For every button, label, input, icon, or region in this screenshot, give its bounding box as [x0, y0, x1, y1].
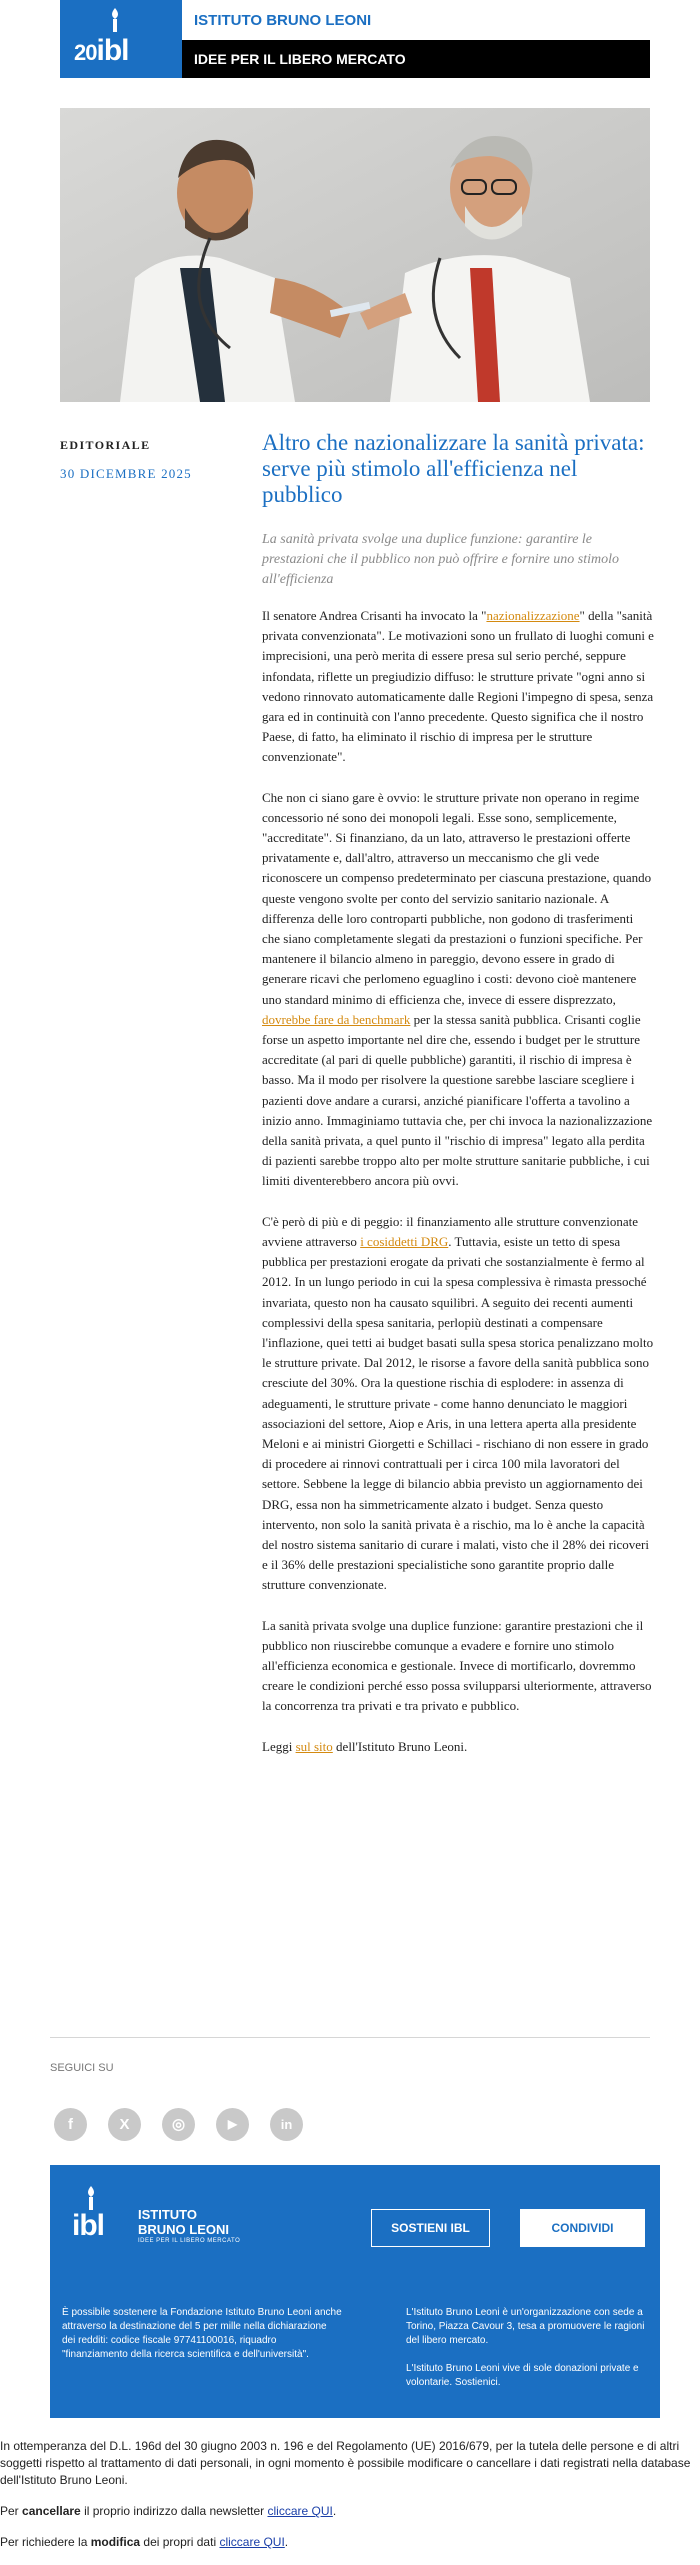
drg-link[interactable]: i cosiddetti DRG — [360, 1233, 449, 1249]
five-per-mille-text: È possibile sostenere la Fondazione Istituto Bruno Leoni anche attraverso la destinazione del 5 per mille nella dichiarazione dei redditi: codice fiscale 97741100016, riquadro "finanziamento della ricerca scientifica e dell'università". — [62, 2307, 342, 2360]
youtube-icon[interactable]: ▶ — [216, 2108, 249, 2141]
logo-text: ibl — [96, 34, 129, 67]
modify-line — [0, 2534, 700, 2551]
text: Il senatore Andrea Crisanti ha invocato la " — [262, 608, 487, 623]
paragraph — [262, 788, 654, 1192]
x-icon[interactable]: X — [108, 2108, 141, 2141]
logo-text: ibl — [72, 2209, 104, 2242]
support-button[interactable]: SOSTIENI IBL — [371, 2209, 490, 2247]
text: dei propri dati — [140, 2535, 220, 2549]
org-name: ISTITUTO BRUNO LEONI — [182, 0, 650, 40]
text: . — [284, 2535, 289, 2549]
unsubscribe-link[interactable]: cliccare QUI — [267, 2504, 333, 2518]
ibl-logo[interactable] — [72, 2185, 252, 2247]
text: . — [332, 2504, 337, 2518]
text: Per richiedere la — [0, 2535, 91, 2549]
text: " della "sanità privata convenzionata". Le motivazioni sono un frullato di luoghi comuni e imprecisioni, una però merita di essere presa sul serio perché, seppure infondata, riflette un pregiudizio diffuso: le strutture private "ogni anno si vedono rinnovato automaticamente dalle Regioni l'impegno di spesa, senza gara ed in continuità con l'anno precedente. Questo significa che il nostro Paese, di fatto, ha eliminato il rischio di impresa per le strutture convenzionate". — [262, 608, 654, 765]
nazionalizzazione-link[interactable]: nazionalizzazione — [486, 608, 580, 623]
instagram-icon[interactable]: ◎ — [162, 2108, 195, 2141]
logo-name-line2: BRUNO LEONI — [138, 2222, 229, 2237]
benchmark-link[interactable]: dovrebbe fare da benchmark — [262, 1011, 411, 1027]
text-bold: cancellare — [22, 2504, 81, 2518]
about-paragraph: L'Istituto Bruno Leoni è un'organizzazione con sede a Torino, Piazza Cavour 3, tesa a promuovere le ragioni del libero mercato. — [406, 2307, 645, 2346]
text: il proprio indirizzo dalla newsletter — [80, 2504, 268, 2518]
divider — [50, 2037, 650, 2038]
text: per la stessa sanità pubblica. Crisanti coglie forse un aspetto importante nel dire che, essendo i budget per le strutture accreditate (al pari di quelle pubbliche) garantiti, il rischio di impresa è basso. Ma il modo per risolvere la questione sarebbe lasciare scegliere i pazienti dove andare a curarsi, anziché pianificare l'offerta a tavolino a inizio anno. Immaginiamo tuttavia che, per chi invoca la nazionalizzazione della sanità privata, a quel punto il "rischio di impresa" legato alla perdita di pazienti sarebbe troppo alto per molte strutture sanitarie pubbliche, i cui limiti diventerebbero ancora più ovvi. — [262, 1011, 653, 1189]
facebook-icon[interactable]: f — [54, 2108, 87, 2141]
logo-small-text: IDEE PER IL LIBERO MERCATO — [138, 2238, 241, 2244]
article-subtitle: La sanità privata svolge una duplice funzione: garantire le prestazioni che il pubblico non può offrire e fornire uno stimolo all'efficienza — [262, 532, 619, 587]
article-title[interactable]: Altro che nazionalizzare la sanità privata: serve più stimolo all'efficienza nel pubblico — [262, 430, 645, 507]
about-text — [406, 2306, 646, 2404]
paragraph: La sanità privata svolge una duplice funzione: garantire prestazioni che il pubblico non riuscirebbe comunque a evadere e fornire uno stimolo all'efficienza economica e gestionale. Invece di mortificarlo, dovremmo creare le condizioni perché esso possa svilupparsi ulteriormente, attraverso la concorrenza tra privati e tra privato e pubblico. — [262, 1617, 652, 1714]
torch-icon — [102, 6, 128, 34]
hero-image — [60, 108, 650, 402]
text-bold: modifica — [90, 2535, 141, 2549]
paragraph — [262, 1737, 654, 1757]
text: . Tuttavia, esiste un tetto di spesa pubblica per prestazioni erogate da privati che sostanzialmente è fermo al 2012. In un lungo periodo in cui la spesa complessiva è rimasta pressoché invariata, questo non ha causato squilibri. A seguito dei recenti aumenti complessivi della spesa sanitaria, perlopiù destinati a compensare l'inflazione, quei tetti ai budget basati sulla spesa storica penalizzano molto le strutture private. Dal 2012, le risorse a favore della sanità pubblica sono cresciute del 30%. Ora la questione rischia di esplodere: in assenza di adeguamenti, le strutture private - come hanno denunciato le maggiori associazioni del settore, Aiop e Aris, in una lettera aperta alla presidente Meloni e ai ministri Giorgetti e Schillaci - rischiano di non essere in grado di procedere ai rinnovi contrattuali per i circa 100 mila lavoratori del settore. Sebbene la legge di bilancio abbia previsto un aggiornamento dei DRG, essa non ha simmetricamente alzato i budget. Senza questo intervento, non solo la sanità privata è a rischio, ma lo è anche la capacità del nostro sistema sanitario di curare i malati, visto che il 28% dei ricoveri e il 36% delle prestazioni specialistiche sono garantite proprio dalle strutture convenzionate. — [262, 1233, 654, 1593]
ibl-20-logo[interactable] — [60, 0, 182, 78]
modify-data-link[interactable]: cliccare QUI — [219, 2535, 285, 2549]
doctors-vaccination-illustration-icon — [60, 108, 650, 402]
support-box — [50, 2165, 660, 2418]
share-button[interactable]: CONDIVIDI — [520, 2209, 645, 2247]
torch-icon — [80, 2185, 102, 2211]
privacy-text: In ottemperanza del D.L. 196d del 30 giugno 2003 n. 196 e del Regolamento (UE) 2016/679, per la tutela delle persone e di altri soggetti rispetto al trattamento di dati personali, in ogni momento è possibile modificare o cancellare i dati registrati nella database dell'Istituto Bruno Leoni. — [0, 2439, 691, 2487]
logo-name-line1: ISTITUTO — [138, 2207, 197, 2222]
text: dell'Istituto Bruno Leoni. — [332, 1738, 468, 1754]
follow-label: SEGUICI SU — [50, 2062, 114, 2074]
legal-footer — [0, 2438, 700, 2565]
unsubscribe-line — [0, 2503, 700, 2520]
paragraph — [262, 606, 654, 768]
social-links — [54, 2108, 314, 2142]
section-kicker: EDITORIALE — [60, 438, 151, 452]
text: Per — [0, 2504, 23, 2518]
text: Leggi — [262, 1738, 296, 1754]
linkedin-icon[interactable]: in — [270, 2108, 303, 2141]
article-body — [262, 606, 654, 1777]
donation-paragraph: L'Istituto Bruno Leoni vive di sole donazioni private e volontarie. Sostienici. — [406, 2363, 639, 2388]
publish-date: 30 DICEMBRE 2025 — [60, 466, 192, 481]
text: C'è però di più e di peggio: il finanziamento alle strutture convenzionate avviene attraverso — [262, 1213, 638, 1249]
tagline: IDEE PER IL LIBERO MERCATO — [182, 40, 650, 78]
header — [60, 0, 650, 80]
logo-number: 20 — [74, 40, 97, 65]
website-link[interactable]: sul sito — [295, 1738, 333, 1754]
logo-mark — [74, 34, 128, 68]
text: Che non ci siano gare è ovvio: le strutture private non operano in regime concessorio né sono dei monopoli legali. Esse sono, semplicemente, "accreditate". Si finanziano, da un lato, attraverso le prestazioni offerte privatamente e, dall'altro, attraverso un meccanismo che gli vede riconoscere un compenso predeterminato per ciascuna prestazione, quando queste vengono svolte per conto del servizio sanitario nazionale. A differenza delle loro controparti pubbliche, non godono di trasferimenti che siano completamente slegati da prestazioni o funzioni specifiche. Per mantenere il bilancio almeno in pareggio, devono essere in grado di generare ricavi che perlomeno eguaglino i costi: devono cioè mantenere uno standard minimo di efficienza che, invece di essere disprezzato, — [262, 789, 652, 1007]
paragraph — [262, 1212, 654, 1596]
